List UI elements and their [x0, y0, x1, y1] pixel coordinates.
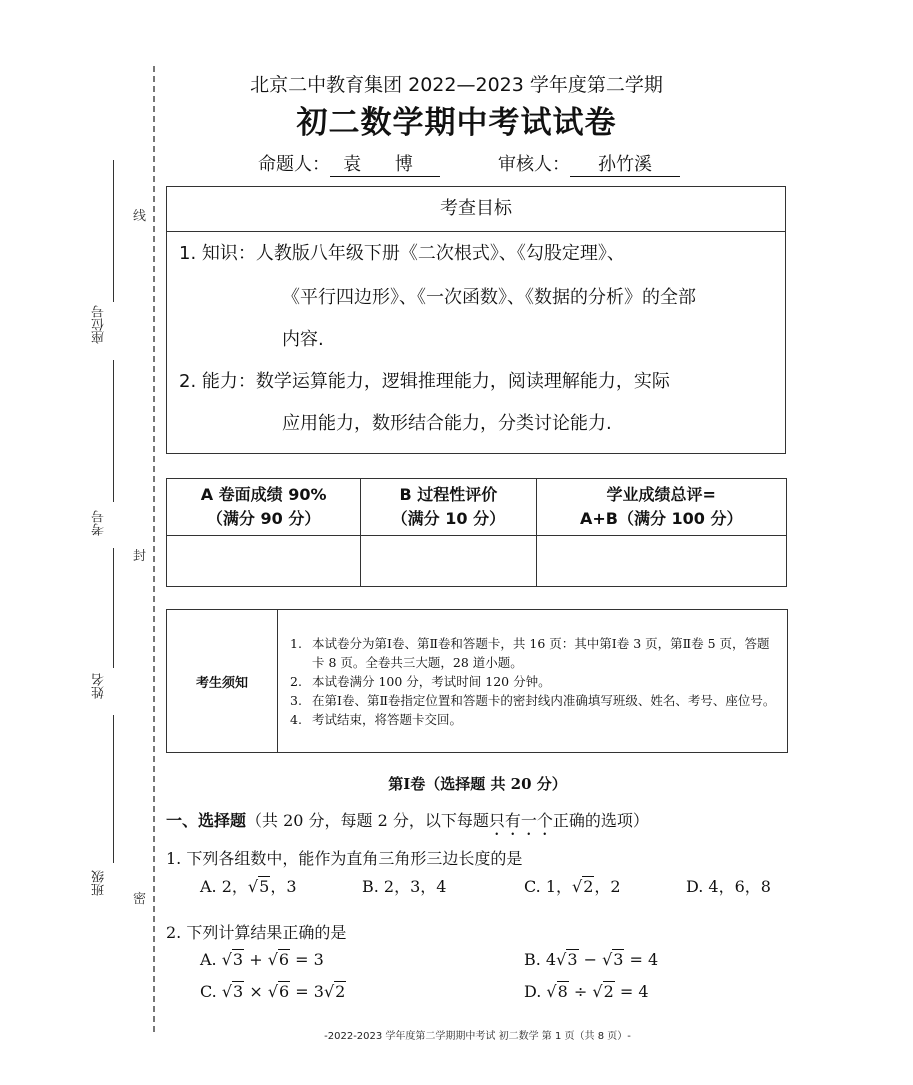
seal-char-line: 线 — [133, 209, 147, 224]
option-text: C. 1， — [524, 877, 573, 896]
school-year-line: 北京二中教育集团 2022—2023 学年度第二学期 — [250, 74, 663, 96]
radicand: 3 — [613, 950, 624, 969]
option-text: ÷ √ — [568, 982, 603, 1001]
objective-1-line-1: 1. 知识：人教版八年级下册《二次根式》、《勾股定理》、 — [179, 243, 625, 264]
question-1-option-c: C. 1，√2，2 — [524, 877, 621, 896]
notice-item — [290, 634, 779, 672]
option-text: B. 4√ — [524, 950, 567, 969]
objective-2-line-1: 2. 能力：数学运算能力，逻辑推理能力，阅读理解能力，实际 — [179, 371, 670, 392]
notice-item-number: 4. — [290, 711, 302, 727]
option-text: D. √ — [524, 982, 557, 1001]
radicand: 5 — [259, 877, 270, 896]
objective-1-line-3: 内容. — [282, 329, 324, 350]
notice-item-text: 本试卷满分 100 分，考试时间 120 分钟。 — [312, 673, 551, 689]
option-text: A. √ — [200, 950, 232, 969]
notice-item — [290, 672, 779, 691]
option-text: × √ — [244, 982, 279, 1001]
question-1-option-b: B. 2，3，4 — [362, 877, 447, 896]
seat-fill-line — [113, 160, 114, 302]
question-2-option-b — [524, 950, 658, 969]
notice-item-text: 考试结束，将答题卡交回。 — [312, 711, 463, 727]
score-cell-total — [536, 536, 787, 587]
notice-item — [290, 710, 779, 729]
radicand: 2 — [603, 982, 614, 1001]
seal-char-secret: 密 — [133, 892, 147, 907]
authors-line — [258, 150, 680, 177]
notice-body — [278, 610, 788, 753]
objective-1-line-2: 《平行四边形》、《一次函数》、《数据的分析》的全部 — [282, 287, 696, 308]
option-text: A. 2， — [200, 877, 248, 896]
section-1-desc-a: （共 20 分，每题 2 分，以下每题 — [246, 811, 489, 830]
option-text: ，2 — [594, 877, 621, 896]
score-col-b-line-1: B 过程性评价 — [399, 485, 498, 504]
radicand: 6 — [278, 950, 290, 969]
notice-label: 考生须知 — [167, 610, 278, 753]
score-cell-a — [167, 536, 361, 587]
score-cell-b — [361, 536, 536, 587]
notice-table — [166, 609, 788, 753]
notice-item-number: 3. — [290, 692, 302, 708]
reviewer-name: 孙竹溪 — [570, 150, 680, 177]
notice-item — [290, 691, 779, 710]
option-text: = 3 — [290, 950, 324, 969]
page-title: 初二数学期中考试试卷 — [296, 105, 617, 141]
score-col-a — [167, 479, 361, 536]
question-2-option-a — [200, 950, 324, 969]
question-2-option-c — [200, 982, 346, 1001]
notice-item-text: 在第Ⅰ卷、第Ⅱ卷指定位置和答题卡的密封线内准确填写班级、姓名、考号、座位号。 — [312, 692, 776, 708]
class-label: 班级 — [92, 870, 107, 896]
setter-label: 命题人： — [258, 154, 330, 175]
part-1-title: 第Ⅰ卷（选择题 共 20 分） — [388, 775, 567, 793]
name-label: 姓名 — [92, 673, 107, 699]
question-2-option-d — [524, 982, 649, 1001]
section-1-heading — [166, 808, 649, 839]
reviewer-label: 审核人： — [498, 154, 570, 175]
question-1-option-d: D. 4，6，8 — [686, 877, 771, 896]
exam-no-label: 考号 — [92, 510, 107, 536]
name-fill-line — [113, 548, 114, 668]
score-col-total — [536, 479, 787, 536]
option-text: C. √ — [200, 982, 233, 1001]
section-1-desc-emphasis: 只有一个 — [488, 811, 553, 830]
score-col-total-line-1: 学业成绩总评= — [606, 485, 716, 504]
seal-char-seal: 封 — [133, 549, 147, 564]
score-col-a-line-2: （满分 90 分） — [206, 509, 321, 528]
radicand: 3 — [233, 982, 244, 1001]
radicand: 2 — [335, 982, 346, 1001]
question-1-option-a: A. 2，√5，3 — [200, 877, 297, 896]
section-1-desc-b: 正确的选项） — [552, 811, 649, 830]
notice-item-text: 本试卷分为第Ⅰ卷、第Ⅱ卷和答题卡，共 16 页：其中第Ⅰ卷 3 页，第Ⅱ卷 5 页，答题卡 8 页。全卷共三大题，28 道小题。 — [312, 635, 770, 670]
objectives-box — [166, 186, 786, 454]
question-1-stem: 1. 下列各组数中，能作为直角三角形三边长度的是 — [166, 849, 523, 868]
page-footer: -2022-2023 学年度第二学期期中考试 初二数学 第 1 页（共 8 页）- — [324, 1031, 631, 1042]
radicand: 3 — [232, 950, 244, 969]
score-col-total-line-2: A+B（满分 100 分） — [579, 509, 743, 528]
option-text: − √ — [578, 950, 613, 969]
objective-2-line-2: 应用能力，数形结合能力，分类讨论能力. — [282, 413, 612, 434]
question-2-stem: 2. 下列计算结果正确的是 — [166, 923, 347, 942]
seal-dashed-line — [153, 66, 155, 1032]
option-text: = 3√ — [290, 982, 335, 1001]
notice-item-number: 1. — [290, 635, 302, 651]
section-1-label: 一、选择题 — [166, 811, 247, 830]
exam-no-fill-line — [113, 360, 114, 502]
objectives-heading: 考查目标 — [167, 187, 785, 232]
radicand: 3 — [567, 950, 578, 969]
option-text: = 4 — [614, 982, 649, 1001]
radicand: 8 — [557, 982, 568, 1001]
score-table — [166, 478, 787, 587]
radicand: 6 — [279, 982, 290, 1001]
option-text: = 4 — [624, 950, 659, 969]
option-text: + √ — [244, 950, 278, 969]
seat-label: 座位号 — [92, 305, 107, 344]
score-col-b-line-2: （满分 10 分） — [391, 509, 506, 528]
notice-item-number: 2. — [290, 673, 302, 689]
setter-name: 袁 博 — [330, 150, 440, 177]
option-text: ，3 — [270, 877, 297, 896]
score-col-a-line-1: A 卷面成绩 90% — [200, 485, 327, 504]
radicand: 2 — [583, 877, 594, 896]
score-col-b — [361, 479, 536, 536]
